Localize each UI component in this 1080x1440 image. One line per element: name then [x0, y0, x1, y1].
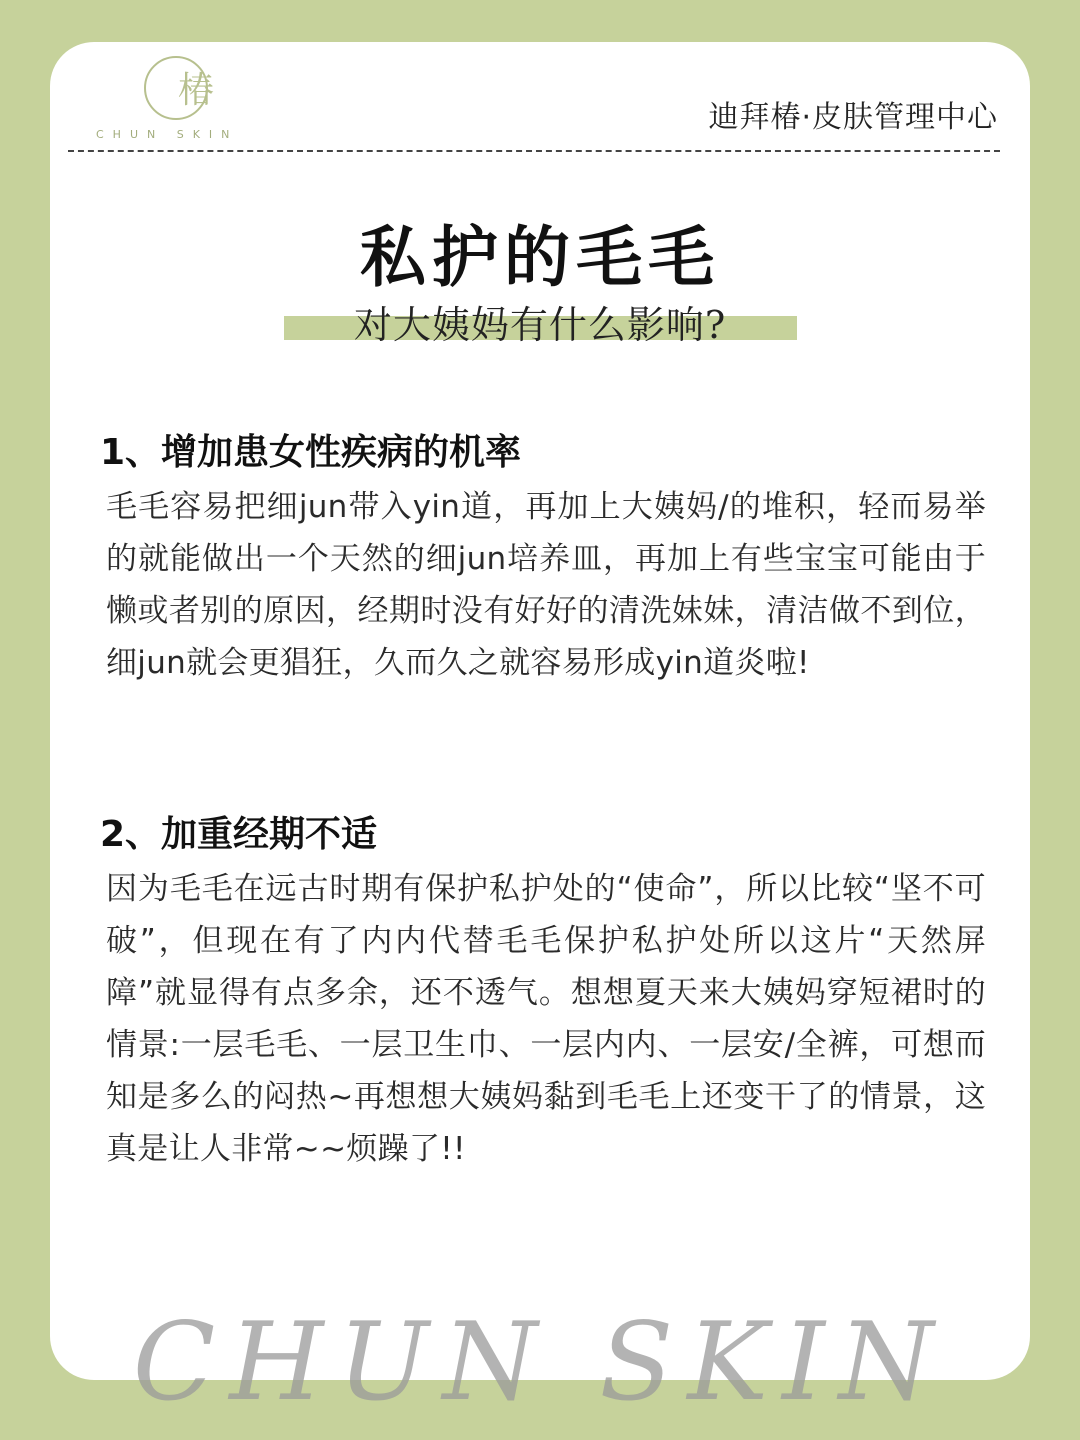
brand-logo	[96, 56, 266, 146]
section-body-1: 毛毛容易把细jun带入yin道，再加上大姨妈/的堆积，轻而易举的就能做出一个天然的细jun培养皿，再加上有些宝宝可能由于懒或者别的原因，经期时没有好好的清洗妹妹，清洁做不到位，细jun就会更猖狂，久而久之就容易形成yin道炎啦!	[106, 489, 986, 681]
page-subtitle: 对大姨妈有什么影响?	[353, 303, 727, 347]
header-divider	[68, 150, 1000, 152]
page-title: 私护的毛毛	[360, 218, 720, 296]
section-body-2: 因为毛毛在远古时期有保护私护处的“使命”，所以比较“坚不可破”，但现在有了内内代替毛毛保护私护处所以这片“天然屏障”就显得有点多余，还不透气。想想夏天来大姨妈穿短裙时的情景:一层毛毛、一层卫生巾、一层内内、一层安/全裤，可想而知是多么的闷热~再想想大姨妈黏到毛毛上还变干了的情景，这真是让人非常~~烦躁了!!	[106, 871, 986, 1167]
logo-text: CHUN SKIN	[96, 128, 239, 141]
section-heading-2: 2、加重经期不适	[100, 814, 378, 855]
logo-circle-icon	[96, 56, 266, 126]
section-heading-1: 1、增加患女性疾病的机率	[100, 432, 522, 473]
center-name: 迪拜椿·皮肤管理中心	[708, 100, 998, 135]
watermark: CHUN SKIN	[132, 1300, 948, 1425]
logo-char: 椿	[178, 70, 215, 111]
